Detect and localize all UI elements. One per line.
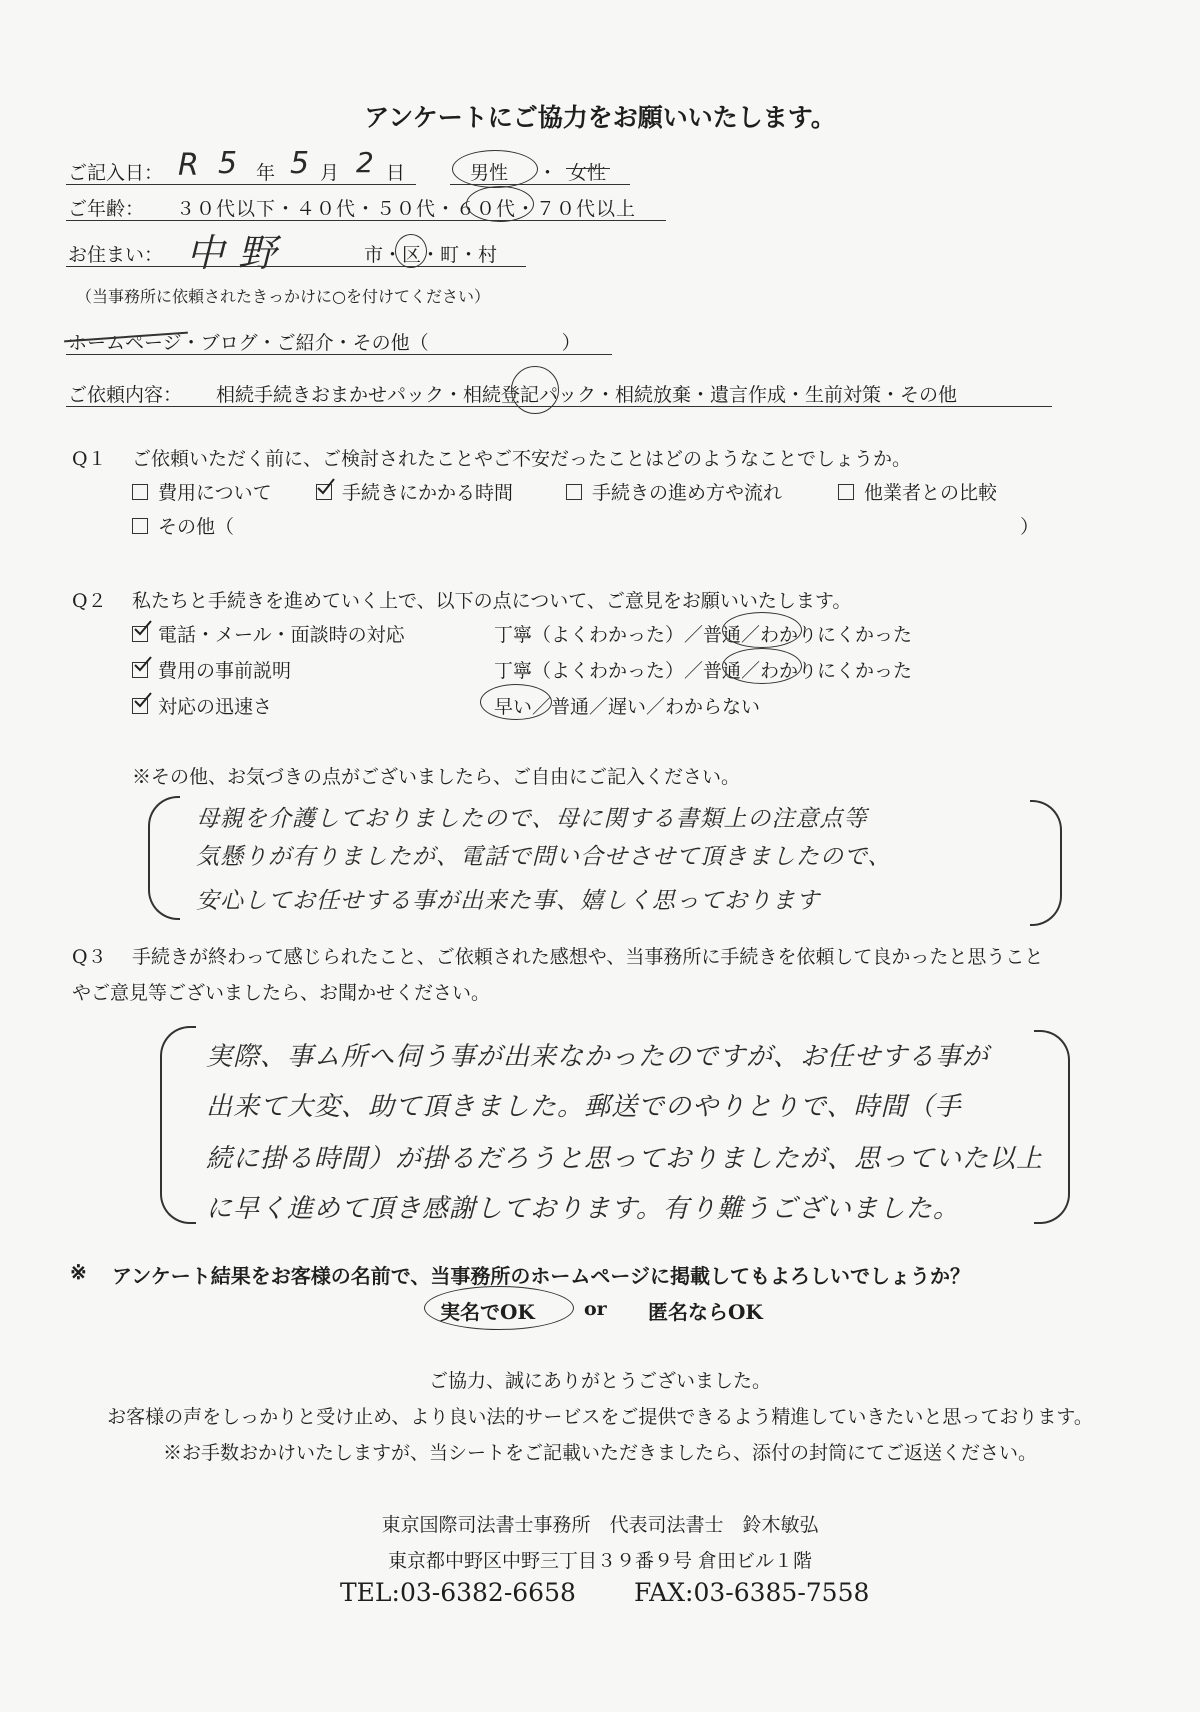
q2-row-2-normal-circle: [722, 648, 802, 684]
q1-option-cost-label: 費用について: [158, 482, 272, 504]
q2-answer-bracket-left: [148, 796, 180, 920]
q1-option-compare[interactable]: [838, 478, 997, 505]
checkbox-checked-icon: [132, 662, 148, 678]
checkmark-icon: [315, 476, 337, 498]
checkbox-checked-icon: [316, 484, 332, 500]
checkbox-empty-icon: [132, 518, 148, 534]
q2-answer-line-1: 母親を介護しておりましたので、母に関する書類上の注意点等: [196, 806, 868, 832]
closing-return-note: ※お手数おかけいたしますが、当シートをご記載いただきましたら、添付の封筒にてご返送ください。: [162, 1442, 1037, 1464]
q2-question: 私たちと手続きを進めていく上で、以下の点について、ご意見をお願いいたします。: [132, 590, 852, 612]
publish-option-real-name[interactable]: 実名でOK: [440, 1300, 535, 1324]
request-label: ご依頼内容：: [68, 384, 183, 406]
residence-label: お住まい：: [68, 244, 164, 266]
q1-option-time[interactable]: [316, 478, 513, 505]
q2-row-2[interactable]: [132, 656, 291, 683]
q3-question-line-1: 手続きが終わって感じられたこと、ご依頼された感想や、当事務所に手続きを依頼して良かったと思うこと: [132, 946, 1044, 968]
residence-underline: [66, 266, 526, 267]
checkmark-icon: [133, 655, 153, 675]
footer-tel: TEL:03-6382-6658: [340, 1578, 576, 1607]
residence-handwritten: 中野: [186, 231, 291, 275]
footer-office: 東京国際司法書士事務所 代表司法書士 鈴木敏弘: [381, 1514, 819, 1536]
checkbox-checked-icon: [132, 626, 148, 642]
q2-number: Q２: [72, 590, 107, 612]
request-options: 相続手続きおまかせパック・相続登記パック・相続放棄・遺言作成・生前対策・その他: [216, 384, 958, 406]
footer-fax: FAX:03-6385-7558: [634, 1578, 870, 1607]
page-title: アンケートにご協力をお願いいたします。: [364, 103, 836, 132]
referral-underline: [66, 354, 612, 355]
checkbox-empty-icon: [566, 484, 582, 500]
gender-male-circle: [452, 150, 538, 188]
footer-address: 東京都中野区中野三丁目３９番９号 倉田ビル１階: [387, 1550, 813, 1572]
checkbox-empty-icon: [838, 484, 854, 500]
q2-row-1-item: 電話・メール・面談時の対応: [158, 624, 405, 646]
age-label: ご年齢：: [68, 198, 145, 220]
checkmark-icon: [133, 619, 153, 639]
age-underline: [66, 220, 666, 221]
q1-option-other[interactable]: [132, 512, 234, 539]
checkbox-checked-icon: [132, 698, 148, 714]
residence-ku-circle: [395, 234, 427, 268]
q1-option-process[interactable]: [566, 478, 782, 505]
q1-number: Q１: [72, 448, 107, 470]
checkmark-icon: [133, 691, 153, 711]
age-options: ３０代以下・４０代・５０代・６０代・７０代以上: [176, 198, 637, 220]
referral-note: （当事務所に依頼されたきっかけに○を付けてください）: [76, 287, 490, 306]
gender-female-strike: [566, 168, 610, 169]
date-label: ご記入日：: [68, 162, 164, 184]
q3-number: Q３: [72, 946, 107, 968]
q3-answer-line-4: に早く進めて頂き感謝しております。有り難うございました。: [206, 1194, 960, 1224]
closing-thanks: ご協力、誠にありがとうございました。: [428, 1370, 771, 1392]
closing-commitment: お客様の声をしっかりと受け止め、より良い法的サービスをご提供できるよう精進していきたいと思っております。: [107, 1406, 1093, 1428]
date-era-handwritten: R: [178, 148, 200, 183]
q2-row-1-scale: 丁寧（よくわかった）／普通／わかりにくかった: [494, 624, 913, 646]
date-underline: [66, 184, 416, 185]
q3-question-line-2: やご意見等ございましたら、お聞かせください。: [72, 982, 491, 1004]
q1-question: ご依頼いただく前に、ご検討されたことやご不安だったことはどのようなことでしょうか。: [132, 448, 912, 470]
date-month-handwritten: 5: [290, 146, 311, 181]
q3-answer-line-3: 続に掛る時間）が掛るだろうと思っておりましたが、思っていた以上: [206, 1144, 1044, 1174]
q1-option-compare-label: 他業者との比較: [864, 482, 998, 504]
date-day-handwritten: 2: [356, 146, 375, 179]
q2-row-2-scale: 丁寧（よくわかった）／普通／わかりにくかった: [494, 660, 913, 682]
q2-row-3-item: 対応の迅速さ: [158, 696, 273, 718]
q1-option-other-label: その他（: [158, 516, 235, 538]
publish-option-anonymous[interactable]: 匿名ならOK: [648, 1300, 763, 1324]
age-60s-circle: [466, 186, 534, 222]
q2-other-prompt: ※その他、お気づきの点がございましたら、ご自由にご記入ください。: [132, 766, 741, 788]
q2-row-1-normal-circle: [722, 612, 802, 648]
q1-other-close: ）: [1020, 516, 1040, 538]
publish-question: アンケート結果をお客様の名前で、当事務所のホームページに掲載してもよろしいでしょうか？: [112, 1264, 970, 1288]
gender-female: 女性: [568, 162, 607, 184]
q2-row-3-scale: 早い／普通／遅い／わからない: [494, 696, 761, 718]
q3-answer-line-2: 出来て大変、助て頂きました。郵送でのやりとりで、時間（手: [206, 1092, 962, 1122]
day-unit: 日: [386, 162, 406, 184]
referral-options: ホームページ・ブログ・ご紹介・その他（ ）: [68, 332, 581, 354]
publish-real-name-circle: [424, 1286, 574, 1330]
q3-answer-bracket-right: [1034, 1030, 1070, 1224]
q1-option-process-label: 手続きの進め方や流れ: [592, 482, 783, 504]
gender-separator: ・: [538, 162, 558, 184]
q2-row-1[interactable]: [132, 620, 405, 647]
gender-underline: [450, 184, 630, 185]
q3-answer-bracket-left: [160, 1026, 196, 1224]
year-unit: 年: [256, 162, 276, 184]
month-unit: 月: [320, 162, 340, 184]
residence-units: 市・区・町・村: [364, 244, 498, 266]
q3-answer-line-1: 実際、事ム所へ伺う事が出来なかったのですが、お任せする事が: [206, 1042, 990, 1072]
q2-answer-line-3: 安心してお任せする事が出来た事、嬉しく思っております: [196, 888, 820, 914]
q2-row-3-fast-circle: [480, 684, 552, 720]
checkbox-empty-icon: [132, 484, 148, 500]
request-underline: [66, 406, 1052, 407]
q2-answer-line-2: 気懸りが有りましたが、電話で問い合せさせて頂きましたので、: [196, 844, 892, 870]
q2-answer-bracket-right: [1030, 800, 1062, 926]
publish-or: or: [584, 1298, 607, 1320]
publish-mark: ※: [70, 1260, 87, 1284]
date-year-handwritten: 5: [218, 146, 239, 181]
q1-option-cost[interactable]: [132, 478, 272, 505]
q2-row-3[interactable]: [132, 692, 272, 719]
q1-option-time-label: 手続きにかかる時間: [342, 482, 514, 504]
gender-male: 男性: [470, 162, 509, 184]
q2-row-2-item: 費用の事前説明: [158, 660, 292, 682]
